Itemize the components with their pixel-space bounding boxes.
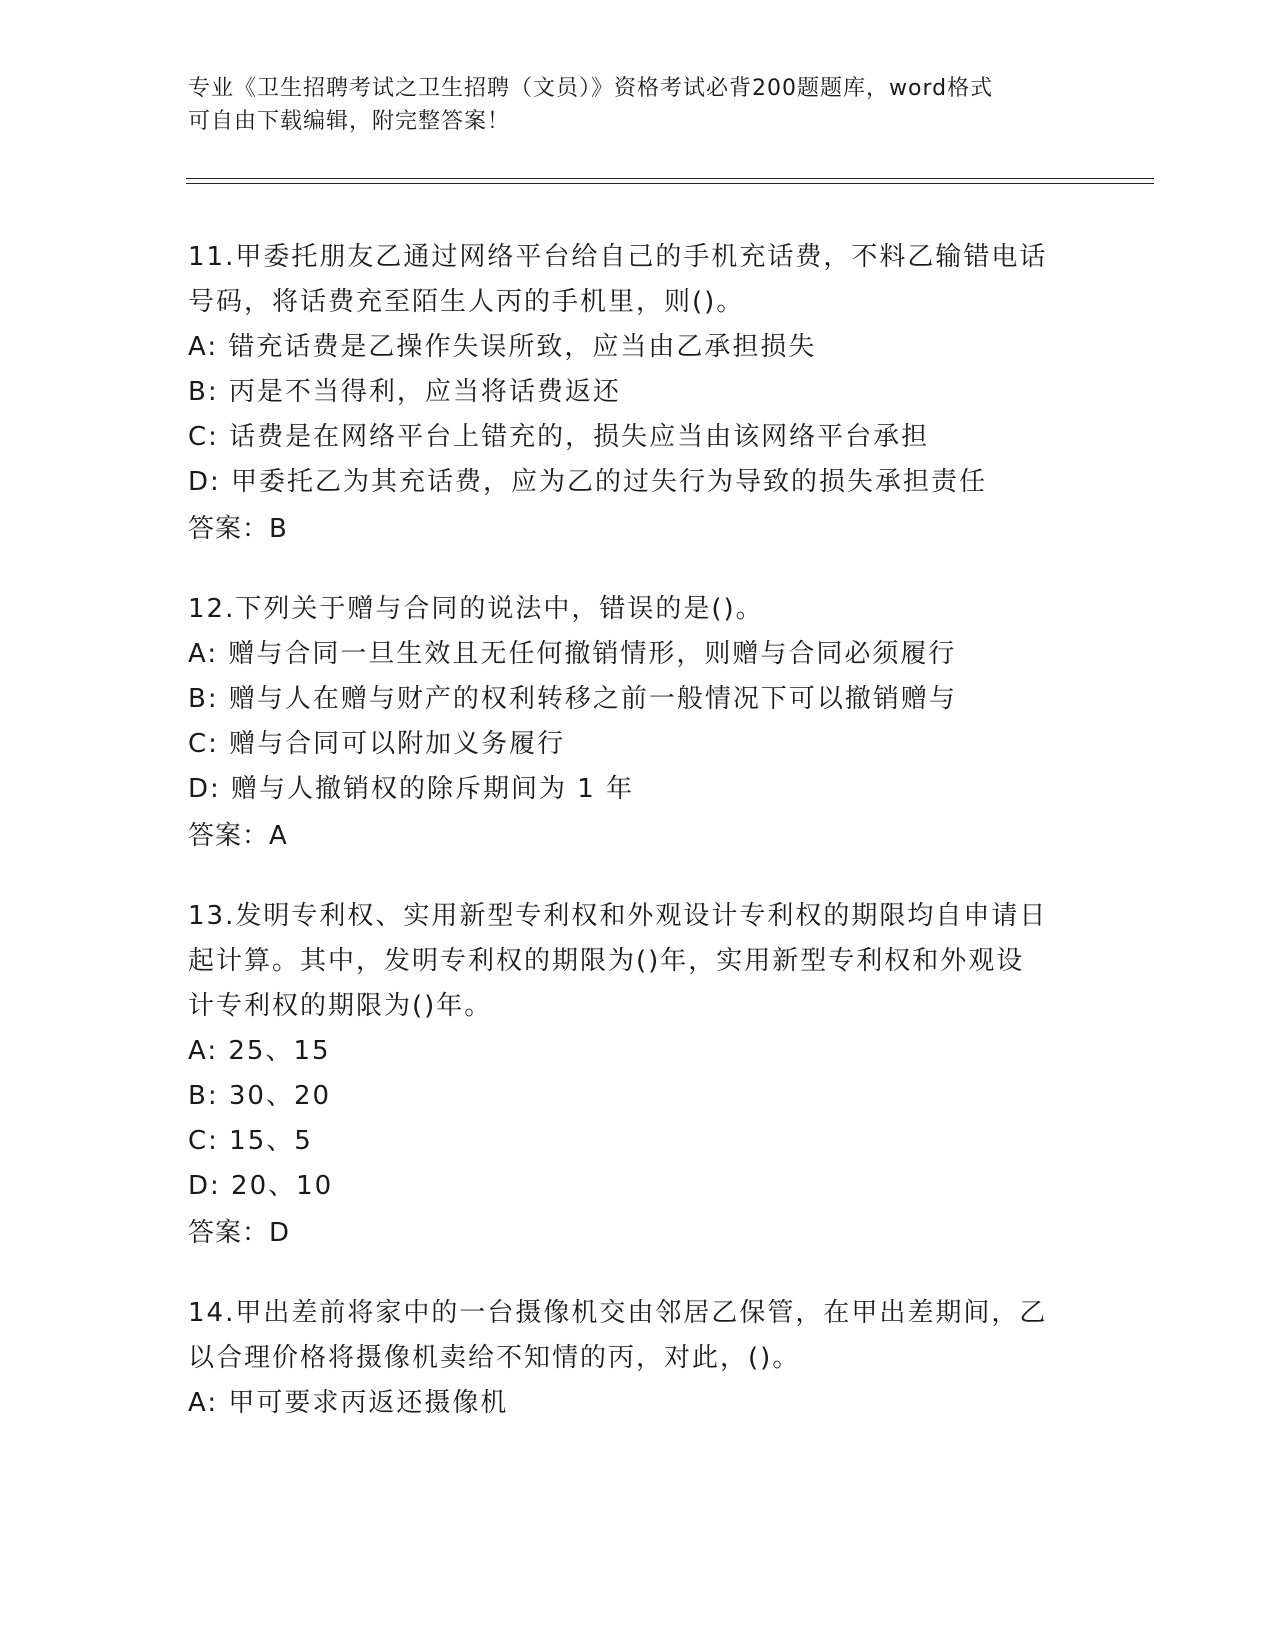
- option-c: C: 赠与合同可以附加义务履行: [188, 729, 566, 759]
- question-stem: [188, 235, 1088, 325]
- document-header: [188, 72, 1088, 138]
- option-b: B: 30、20: [188, 1081, 332, 1111]
- option-c: C: 话费是在网络平台上错充的，损失应当由该网络平台承担: [188, 422, 930, 452]
- option-d: D: 甲委托乙为其充话费，应为乙的过失行为导致的损失承担责任: [188, 467, 988, 497]
- answer-label: 答案：A: [188, 821, 288, 851]
- question-stem: [188, 894, 1088, 1029]
- option-b: B: 丙是不当得利，应当将话费返还: [188, 377, 621, 407]
- option-a: A: 甲可要求丙返还摄像机: [188, 1388, 509, 1418]
- stem-line: 13.发明专利权、实用新型专利权和外观设计专利权的期限均自申请日: [188, 901, 1048, 931]
- stem-line: 计专利权的期限为()年。: [188, 991, 493, 1021]
- option-c: C: 15、5: [188, 1126, 313, 1156]
- header-line-2: 可自由下载编辑，附完整答案！: [188, 109, 511, 134]
- header-divider-top: [186, 178, 1154, 179]
- option-a: A: 错充话费是乙操作失误所致，应当由乙承担损失: [188, 332, 817, 362]
- option-a: A: 赠与合同一旦生效且无任何撤销情形，则赠与合同必须履行: [188, 639, 957, 669]
- stem-line: 14.甲出差前将家中的一台摄像机交由邻居乙保管，在甲出差期间，乙: [188, 1298, 1048, 1328]
- stem-line: 号码，将话费充至陌生人丙的手机里，则()。: [188, 287, 745, 317]
- question-stem: [188, 587, 1088, 632]
- option-b: B: 赠与人在赠与财产的权利转移之前一般情况下可以撤销赠与: [188, 684, 957, 714]
- header-line-1: 专业《卫生招聘考试之卫生招聘（文员）》资格考试必背200题题库，word格式: [188, 76, 994, 101]
- option-a: A: 25、15: [188, 1036, 331, 1066]
- header-divider-bottom: [186, 183, 1154, 184]
- question-list: [188, 235, 1088, 1460]
- stem-line: 11.甲委托朋友乙通过网络平台给自己的手机充话费，不料乙输错电话: [188, 242, 1048, 272]
- stem-line: 起计算。其中，发明专利权的期限为()年，实用新型专利权和外观设: [188, 946, 1025, 976]
- question-14: [188, 1291, 1088, 1426]
- stem-line: 12.下列关于赠与合同的说法中，错误的是()。: [188, 594, 764, 624]
- answer-label: 答案：D: [188, 1218, 291, 1248]
- option-d: D: 赠与人撤销权的除斥期间为 1 年: [188, 774, 635, 804]
- option-d: D: 20、10: [188, 1171, 334, 1201]
- question-stem: [188, 1291, 1088, 1381]
- question-13: [188, 894, 1088, 1257]
- question-12: [188, 587, 1088, 860]
- question-11: [188, 235, 1088, 553]
- stem-line: 以合理价格将摄像机卖给不知情的丙，对此，()。: [188, 1343, 801, 1373]
- answer-label: 答案：B: [188, 514, 288, 544]
